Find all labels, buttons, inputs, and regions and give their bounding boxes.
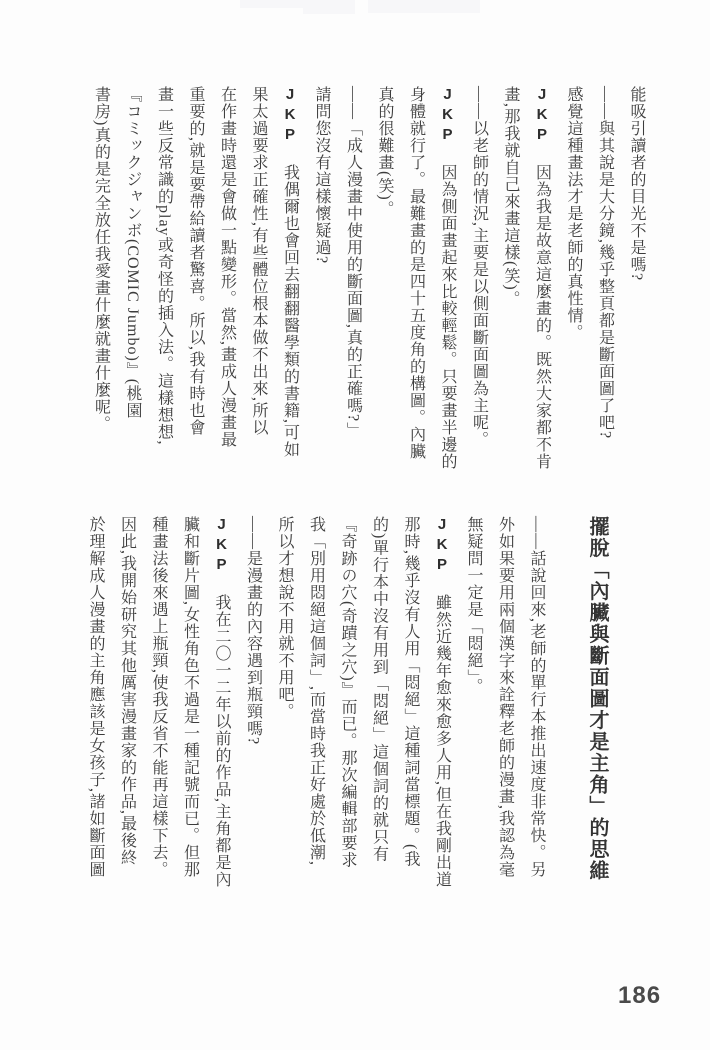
text-column [495,86,527,484]
line-text: 請問您沒有這樣懷疑過? [313,86,330,265]
speaker-label: JKP [281,86,299,146]
text-column [300,516,332,914]
line-text: 所以才想說不用就不用吧。 [276,516,293,720]
interview-text-block-bottom [80,516,553,914]
line-text: 種畫法後來遇上瓶頸,使我反省不能再這樣下去。 [150,516,167,878]
text-column [180,86,212,484]
line-text: 雖然近幾年愈來愈多人用,但在我剛出道 [433,594,451,888]
text-column [206,516,238,914]
line-text: 臟和斷片圖,女性角色不過是一種記號而已。但那 [181,516,199,878]
section-heading: 擺脫「內臟與斷面圖才是主角」的思維 [586,516,608,882]
line-text: 能吸引讀者的目光不是嗎? [628,86,645,282]
line-text: 果太過要求正確性,有些體位根本做不出來,所以 [250,86,267,436]
line-text: 於理解成人漫畫的主角應該是女孩子,諸如斷面圖 [87,516,104,878]
line-text: 我「別用悶絕這個詞」,而當時我正好處於低潮, [307,516,325,866]
scan-artifact [303,0,355,14]
line-text: 我偶爾也會回去翻翻醫學類的書籍,可如 [281,164,299,458]
line-text: 畫,那我就自己來畫這樣(笑)。 [502,86,519,308]
text-column [521,516,553,914]
text-column [458,516,490,914]
speaker-label: JKP [213,516,230,576]
text-column [621,86,653,484]
line-text: 因為我是故意這麼畫的。既然大家都不肯 [533,164,551,470]
text-column [243,86,275,484]
scan-artifact [368,0,480,13]
text-column [117,86,149,484]
line-text: 畫一些反常識的play或奇怪的插入法。這樣想想, [155,86,173,446]
line-text: 我在二〇一二年以前的作品,主角都是內 [213,594,230,888]
text-column [274,86,306,484]
line-text: ——是漫畫的內容遇到瓶頸嗎? [244,516,262,746]
text-column [237,516,269,914]
speaker-label: JKP [533,86,551,146]
page-number: 186 [618,982,662,1009]
line-text: 無疑問一定是「悶絕」。 [465,516,482,695]
line-text: ——與其說是大分鏡,幾乎整頁都是斷面圖了吧? [596,86,614,440]
text-column [337,86,369,484]
line-text: 感覺這種畫法才是老師的真性情。 [565,86,582,341]
text-column [489,516,521,914]
text-column [85,86,117,484]
interview-text-block-top [85,86,652,484]
text-column [426,516,458,914]
text-column [80,516,112,914]
speaker-label: JKP [433,516,451,576]
line-text: ——以老師的情況,主要是以側面斷面圖為主呢。 [470,86,488,448]
speaker-label: JKP [439,86,456,146]
text-column [526,86,558,484]
text-column [463,86,495,484]
text-column [143,516,175,914]
text-column [111,516,143,914]
line-text: 因為側面畫起來比較輕鬆。只要畫半邊的 [439,164,456,470]
line-text: 的)單行本中沒有用到「悶絕」這個詞的就只有 [370,516,388,863]
text-column [269,516,301,914]
text-column [306,86,338,484]
text-column [589,86,621,484]
text-column [432,86,464,484]
line-text: 身體就行了。最難畫的是四十五度角的構圖。內臟 [407,86,425,460]
text-column [174,516,206,914]
line-text: 那時,幾乎沒有人用「悶絕」這種詞當標題。(我 [402,516,419,868]
line-text: ——話說回來,老師的單行本推出速度非常快。另 [528,516,545,878]
text-column [211,86,243,484]
text-column [369,86,401,484]
line-text: 外如果要用兩個漢字來詮釋老師的漫畫,我認為毫 [496,516,514,878]
line-text: 因此,我開始研究其他厲害漫畫家的作品,最後終 [118,516,136,866]
line-text: 『コミックジャンボ(COMIC Jumbo)』(桃園 [124,86,141,420]
line-text: ——「成人漫畫中使用的斷面圖,真的正確嗎?」 [344,86,362,440]
text-column [332,516,364,914]
line-text: 真的很難畫(笑)。 [376,86,393,218]
text-column [395,516,427,914]
text-column [400,86,432,484]
line-text: 書房)真的是完全放任我愛畫什麼就畫什麼呢。 [92,86,110,433]
text-column [148,86,180,484]
line-text: 『奇跡の穴(奇蹟之穴)』而已。那次編輯部要求 [339,516,356,869]
text-column [558,86,590,484]
line-text: 在作畫時還是會做一點變形。當然,畫成人漫畫最 [218,86,236,448]
line-text: 重要的,就是要帶給讀者驚喜。所以,我有時也會 [187,86,204,436]
text-column [363,516,395,914]
